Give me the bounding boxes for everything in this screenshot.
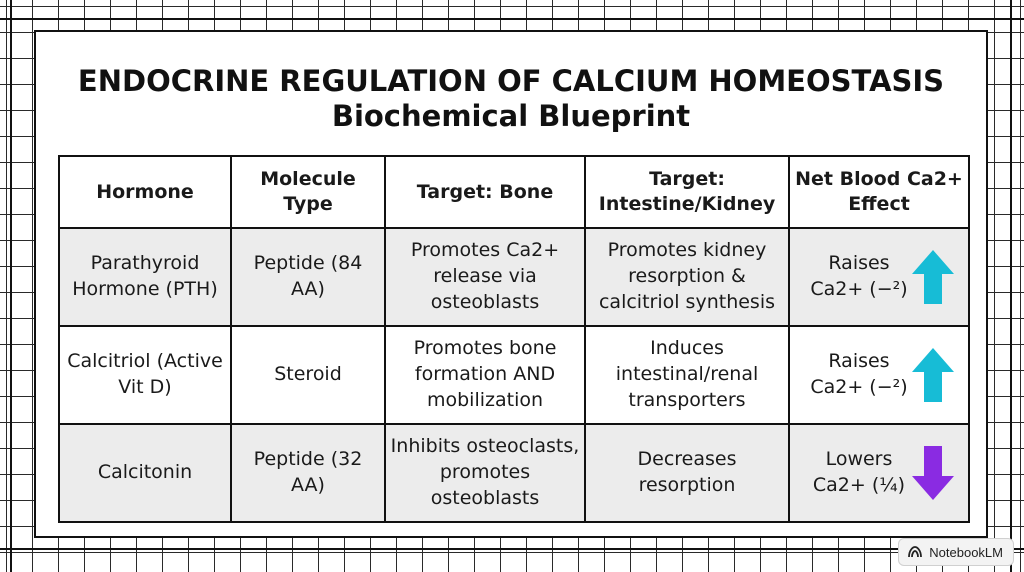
title-line-2: Biochemical Blueprint [331,99,691,134]
grid-rule [1010,0,1012,572]
header-hormone: Hormone [59,156,231,228]
table-header-row [59,156,969,228]
cell-effect [789,424,969,522]
calcium-hormone-table [58,155,970,523]
cell-molecule: Steroid [231,326,385,424]
cell-intestine-kidney: Promotes kidney resorption & calcitriol synthesis [585,228,789,326]
grid-rule [0,18,1024,20]
down-arrow-icon [910,444,956,502]
header-net-effect: Net Blood Ca2+ Effect [789,156,969,228]
cell-bone: Inhibits osteoclasts, promotes osteoblasts [385,424,585,522]
slide-title [36,64,986,135]
header-target-intestine-kidney: Target: Intestine/Kidney [585,156,789,228]
cell-hormone: Calcitonin [59,424,231,522]
cell-intestine-kidney: Induces intestinal/renal transporters [585,326,789,424]
grid-rule [10,0,12,572]
cell-bone: Promotes bone formation AND mobilization [385,326,585,424]
effect-label: Raises Ca2+ (−²) [810,252,908,300]
table-row [59,424,969,522]
cell-hormone: Calcitriol (Active Vit D) [59,326,231,424]
effect-label: Lowers Ca2+ (¼) [812,448,906,496]
cell-molecule: Peptide (32 AA) [231,424,385,522]
grid-rule [0,548,1024,550]
header-molecule-type: Molecule Type [231,156,385,228]
cell-hormone: Parathyroid Hormone (PTH) [59,228,231,326]
cell-bone: Promotes Ca2+ release via osteoblasts [385,228,585,326]
table-row [59,228,969,326]
title-line-1: ENDOCRINE REGULATION OF CALCIUM HOMEOSTASIS [77,64,945,98]
cell-effect [789,228,969,326]
notebooklm-logo-icon [907,544,923,560]
cell-molecule: Peptide (84 AA) [231,228,385,326]
effect-label: Raises Ca2+ (−²) [810,350,908,398]
slide-card [34,30,988,538]
up-arrow-icon [910,248,956,306]
notebooklm-badge [898,538,1014,566]
table-row [59,326,969,424]
badge-label: NotebookLM [929,544,1003,560]
cell-effect [789,326,969,424]
cell-intestine-kidney: Decreases resorption [585,424,789,522]
up-arrow-icon [910,346,956,404]
header-target-bone: Target: Bone [385,156,585,228]
